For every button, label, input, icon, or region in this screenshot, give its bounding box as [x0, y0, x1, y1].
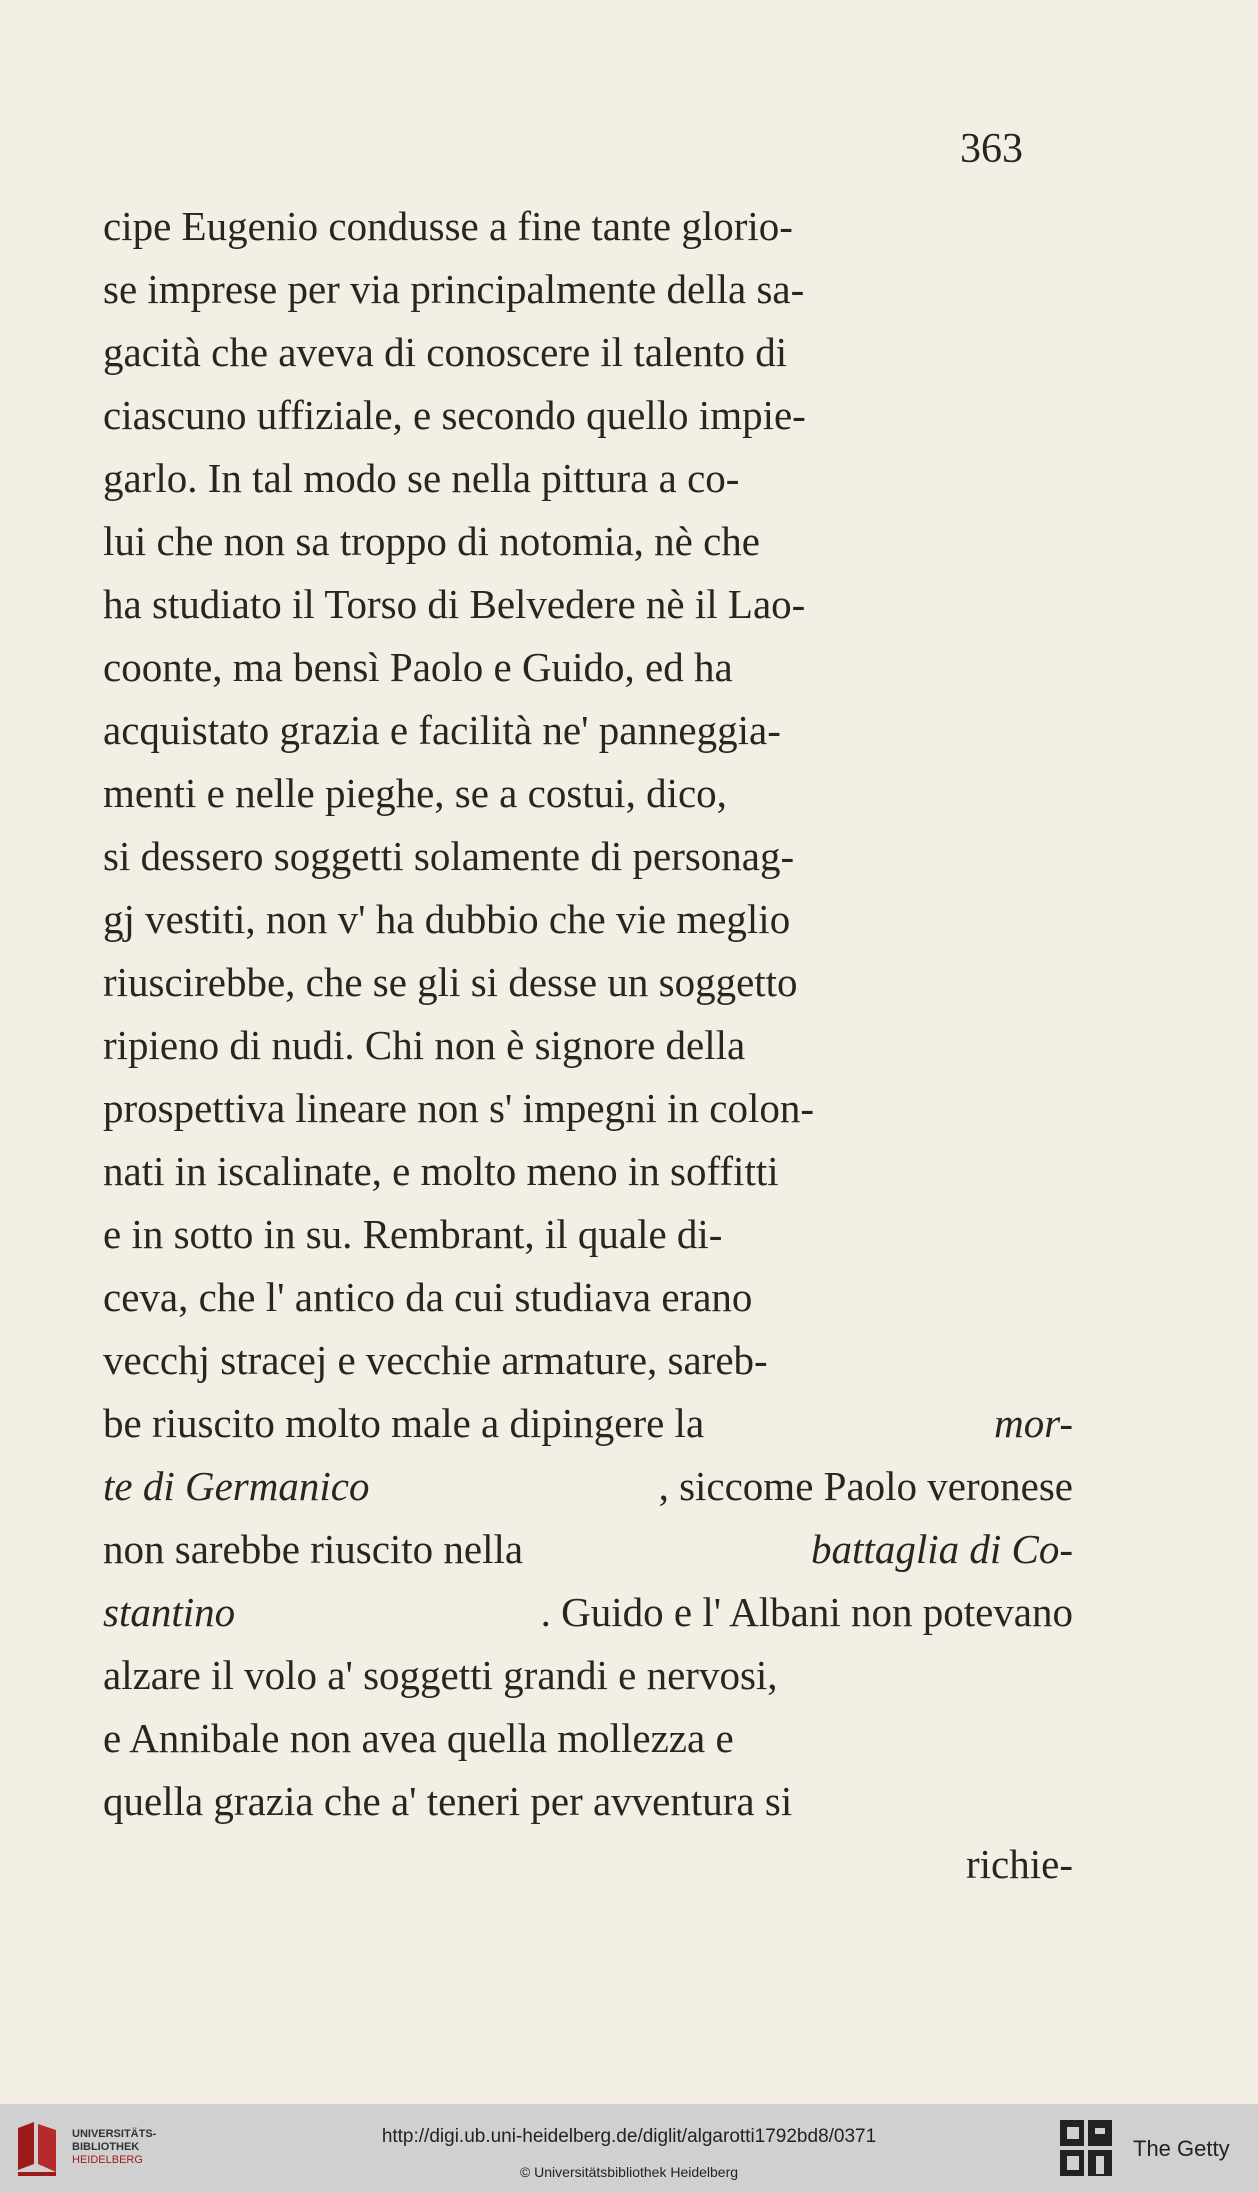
text-segment: prospettiva lineare non s' impegni in colon- — [103, 1085, 815, 1131]
text-line — [103, 1266, 1073, 1329]
text-segment: be riuscito molto male a dipingere la — [103, 1400, 715, 1446]
text-segment: . Guido e l' Albani non potevano — [540, 1589, 1073, 1635]
text-line — [103, 447, 1073, 510]
text-segment: ripieno di nudi. Chi non è signore della — [103, 1022, 746, 1068]
text-line — [103, 888, 1073, 951]
text-segment: coonte, ma bensì Paolo e Guido, ed ha — [103, 644, 733, 690]
text-line — [103, 1455, 1073, 1518]
text-line — [103, 258, 1073, 321]
text-segment: cipe Eugenio condusse a fine tante glorio- — [103, 203, 793, 249]
text-line — [103, 636, 1073, 699]
text-line — [103, 1392, 1073, 1455]
text-line — [103, 1077, 1073, 1140]
text-line — [103, 762, 1073, 825]
text-segment: riuscirebbe, che se gli si desse un soggetto — [103, 959, 798, 1005]
text-segment: se imprese per via principalmente della sa- — [103, 266, 805, 312]
text-segment: non sarebbe riuscito nella — [103, 1526, 534, 1572]
text-line — [103, 1014, 1073, 1077]
text-segment: ciascuno uffiziale, e secondo quello impie- — [103, 392, 806, 438]
text-segment: , siccome Paolo veronese — [658, 1463, 1073, 1509]
italic-text: mor- — [994, 1400, 1073, 1446]
text-segment: e Annibale non avea quella mollezza e — [103, 1715, 734, 1761]
text-line — [103, 1581, 1073, 1644]
italic-text: battaglia di Co- — [811, 1526, 1073, 1572]
text-line — [103, 1833, 1073, 1896]
text-segment: nati in iscalinate, e molto meno in soffitti — [103, 1148, 779, 1194]
copyright-notice: © Universitätsbibliothek Heidelberg — [519, 2164, 739, 2180]
text-line — [103, 321, 1073, 384]
text-line — [103, 384, 1073, 447]
text-line — [103, 1203, 1073, 1266]
getty-logo-icon — [1058, 2118, 1114, 2178]
text-line — [103, 1140, 1073, 1203]
text-line — [103, 573, 1073, 636]
text-segment: acquistato grazia e facilità ne' panneggia- — [103, 707, 781, 753]
text-line — [103, 825, 1073, 888]
text-line — [103, 1644, 1073, 1707]
text-segment: e in sotto in su. Rembrant, il quale di- — [103, 1211, 723, 1257]
text-segment: alzare il volo a' soggetti grandi e nervosi, — [103, 1652, 778, 1698]
text-line — [103, 699, 1073, 762]
text-line — [103, 1518, 1073, 1581]
text-segment: gj vestiti, non v' ha dubbio che vie meglio — [103, 896, 791, 942]
text-line — [103, 1707, 1073, 1770]
text-line — [103, 195, 1073, 258]
partner-name: The Getty — [1133, 2136, 1230, 2161]
library-name-line: UNIVERSITÄTS- — [72, 2128, 157, 2140]
text-segment: ceva, che l' antico da cui studiava erano — [103, 1274, 753, 1320]
page-number: 363 — [960, 126, 1023, 172]
text-segment: gacità che aveva di conoscere il talento di — [103, 329, 788, 375]
text-segment: richie- — [966, 1841, 1073, 1887]
text-segment: garlo. In tal modo se nella pittura a co- — [103, 455, 740, 501]
text-line — [103, 1329, 1073, 1392]
text-segment: ha studiato il Torso di Belvedere nè il Lao- — [103, 581, 806, 627]
text-segment: si dessero soggetti solamente di personag- — [103, 833, 795, 879]
text-segment: quella grazia che a' teneri per avventura si — [103, 1778, 793, 1824]
italic-text: stantino — [103, 1589, 236, 1635]
library-name-line: BIBLIOTHEK — [72, 2141, 140, 2153]
permalink-url[interactable]: http://digi.ub.uni-heidelberg.de/diglit/algarotti1792bd8/0371 — [381, 2126, 877, 2147]
text-line — [103, 510, 1073, 573]
library-name-line: HEIDELBERG — [72, 2154, 143, 2166]
text-segment: vecchj stracej e vecchie armature, sareb- — [103, 1337, 768, 1383]
body-text — [103, 195, 1073, 1896]
text-line — [103, 1770, 1073, 1833]
text-segment: lui che non sa troppo di notomia, nè che — [103, 518, 760, 564]
text-line — [103, 951, 1073, 1014]
text-segment: menti e nelle pieghe, se a costui, dico, — [103, 770, 727, 816]
footer-bar — [0, 2104, 1258, 2193]
italic-text: te di Germanico — [103, 1463, 370, 1509]
